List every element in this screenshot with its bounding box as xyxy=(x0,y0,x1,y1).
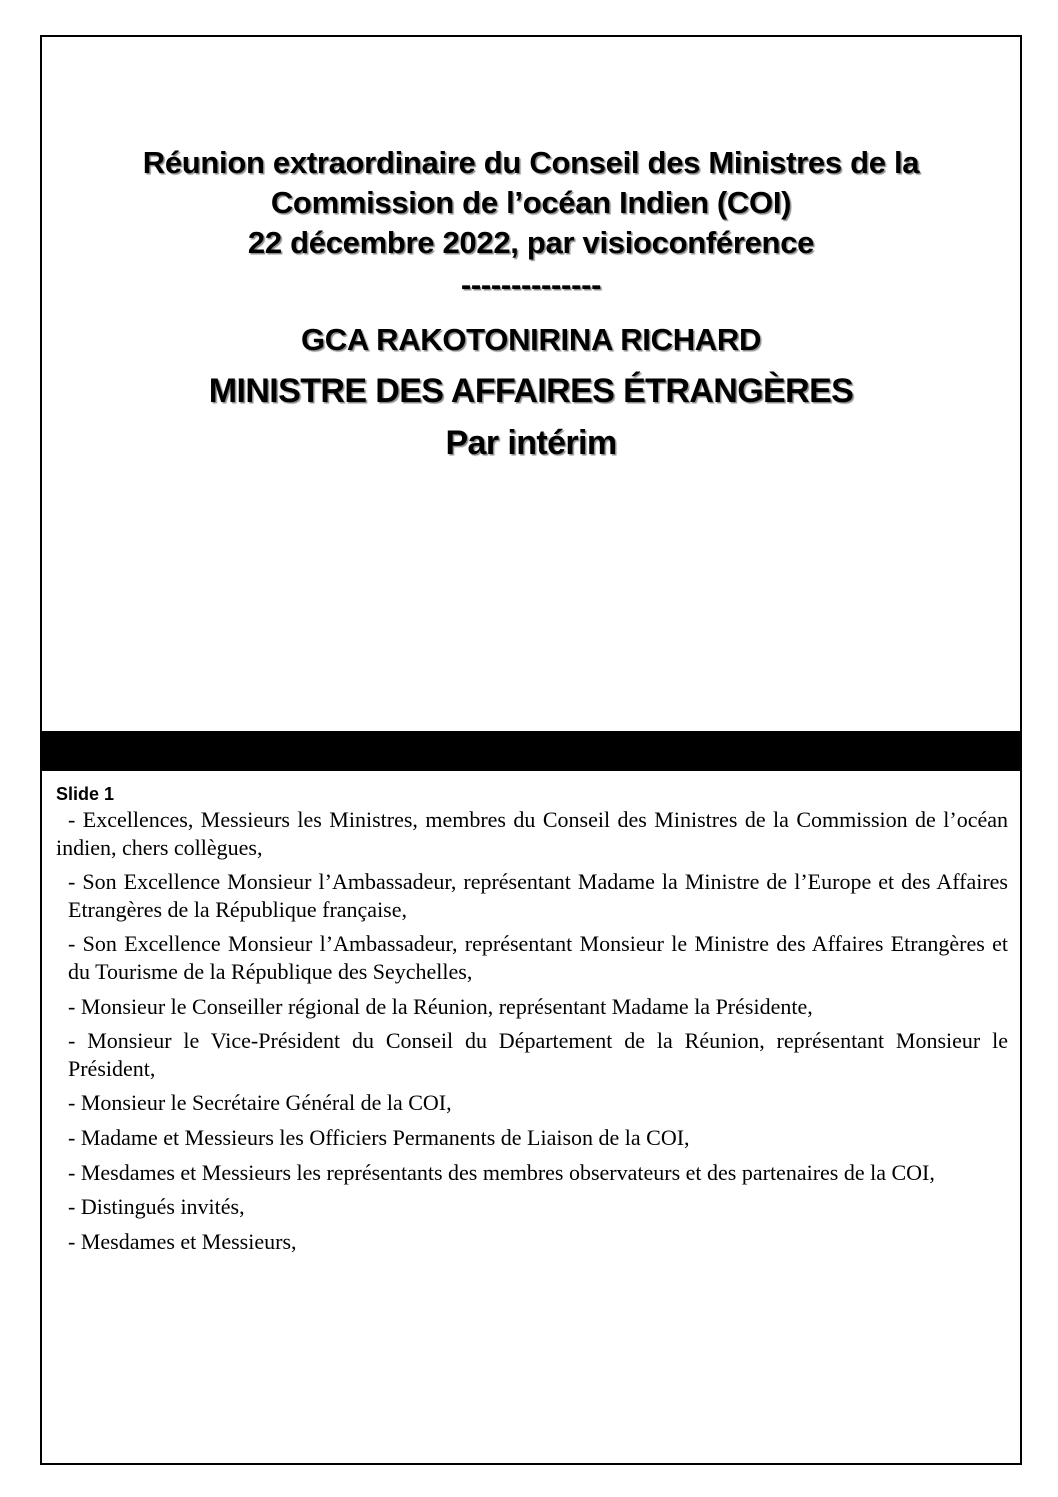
salutation-paragraph: - Monsieur le Secrétaire Général de la COI, xyxy=(68,1090,452,1116)
salutation-paragraph: - Mesdames et Messieurs, xyxy=(68,1228,297,1254)
meeting-title-line-2: Commission de l’océan Indien (COI) xyxy=(270,185,792,220)
title-separator: -------------- xyxy=(460,267,602,302)
salutation-paragraph: - Distingués invités, xyxy=(68,1194,245,1220)
title-block xyxy=(42,143,1020,469)
page-frame xyxy=(40,35,1022,1465)
salutation-paragraph: - Madame et Messieurs les Officiers Permanents de Liaison de la COI, xyxy=(68,1124,690,1150)
salutation-paragraph: - Monsieur le Vice-Président du Conseil du Département de la Réunion, représentant Monsieur le Président, xyxy=(68,1028,1008,1081)
meeting-date-line: 22 décembre 2022, par visioconférence xyxy=(247,225,815,260)
salutation-paragraph: - Son Excellence Monsieur l’Ambassadeur, représentant Monsieur le Ministre des Affaires Etrangères et du Tourisme de la République des Seychelles, xyxy=(68,931,1008,984)
salutation-paragraph: - Monsieur le Conseiller régional de la Réunion, représentant Madame la Présidente, xyxy=(68,993,813,1019)
salutation-paragraph: - Mesdames et Messieurs les représentants des membres observateurs et des partenaires de la COI, xyxy=(68,1159,935,1185)
salutation-paragraph: - Excellences, Messieurs les Ministres, membres du Conseil des Ministres de la Commission de l’océan indien, chers collègues, xyxy=(56,807,1008,860)
speaker-role: MINISTRE DES AFFAIRES ÉTRANGÈRES xyxy=(208,372,854,410)
speaker-role-suffix: Par intérim xyxy=(445,424,617,462)
black-divider-bar xyxy=(42,731,1020,771)
speaker-name: GCA RAKOTONIRINA RICHARD xyxy=(300,322,762,357)
slide-label: Slide 1 xyxy=(56,784,115,804)
salutation-paragraph: - Son Excellence Monsieur l’Ambassadeur, représentant Madame la Ministre de l’Europe et des Affaires Etrangères de la République française, xyxy=(68,869,1008,922)
speech-content xyxy=(56,782,1008,1262)
meeting-title-line-1: Réunion extraordinaire du Conseil des Ministres de la xyxy=(142,145,920,180)
